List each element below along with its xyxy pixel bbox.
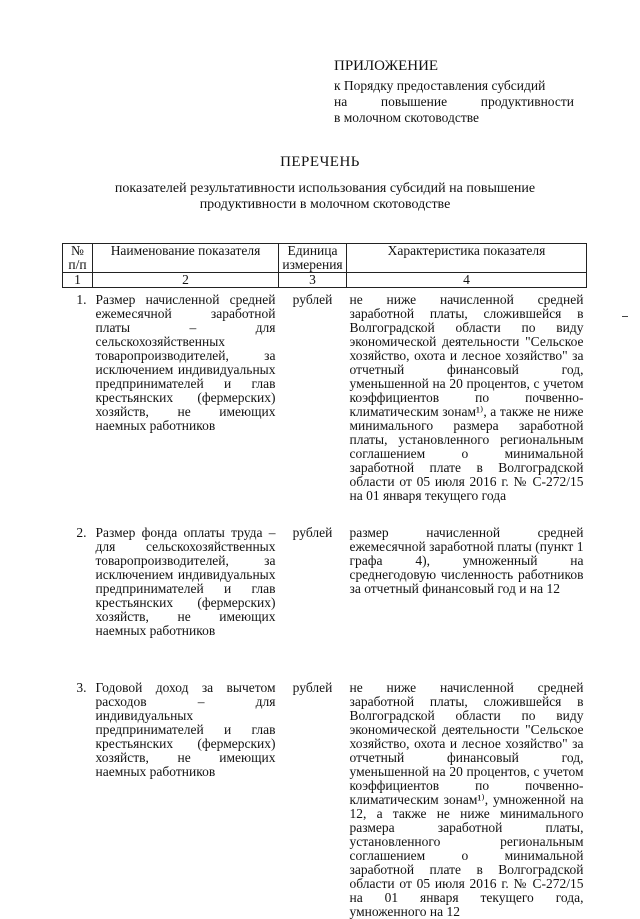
header-description: Характеристика показателя — [347, 244, 587, 273]
indicator-description: не ниже начисленной средней заработной платы, сложившейся в Волгоградской области по виду экономической деятельности "Сельское хозяйство, охота и лесное хозяйство" за отчетный финансовый год, уменьшенной на 20 процентов, с учетом коэффициентов по почвенно-климатическим зонам¹⁾, а также не ниже минимального размера заработной платы, установленного региональным соглашением о минимальной заработной плате в Волгоградской области от 05 июля 2016 г. № С-272/15 на 01 января текущего года — [349, 292, 584, 503]
document-subtitle: показателей результативности использования субсидий на повышение продуктивности в молочном скотоводстве — [114, 181, 536, 212]
row-number: 3. — [76, 680, 87, 695]
header-number: № п/п — [63, 244, 93, 273]
indicator-unit: рублей — [292, 525, 333, 540]
table-row — [63, 676, 587, 919]
margin-mark — [622, 316, 628, 317]
header-unit: Единица измерения — [279, 244, 347, 273]
row-number: 1. — [76, 292, 87, 307]
header-name: Наименование показателя — [93, 244, 279, 273]
column-numbers-row — [63, 273, 587, 288]
annex-header — [334, 58, 574, 126]
annex-line-2: на повышение продуктивности — [334, 94, 574, 109]
annex-title: ПРИЛОЖЕНИЕ — [334, 58, 439, 74]
table-header-row — [63, 244, 587, 273]
column-number: 1 — [63, 273, 93, 288]
column-number: 3 — [279, 273, 347, 288]
column-number: 4 — [347, 273, 587, 288]
indicator-name: Размер фонда оплаты труда – для сельскохозяйственных товаропроизводителей, за исключением индивидуальных предпринимателей и глав крестьянских (фермерских) хозяйств, не имеющих наемных работников — [95, 525, 276, 638]
indicator-name: Годовой доход за вычетом расходов – для индивидуальных предпринимателей и глав крестьянских (фермерских) хозяйств, не имеющих наемных работников — [95, 680, 276, 779]
indicator-description: размер начисленной средней ежемесячной заработной платы (пункт 1 графа 4), умноженный на среднегодовую численность работников за отчетный финансовый год и на 12 — [349, 525, 584, 596]
annex-line-1: к Порядку предоставления субсидий — [334, 78, 546, 93]
indicator-description: не ниже начисленной средней заработной платы, сложившейся в Волгоградской области по виду экономической деятельности "Сельское хозяйство, охота и лесное хозяйство" за отчетный финансовый год, уменьшенной на 20 процентов, с учетом коэффициентов по почвенно-климатическим зонам¹⁾, умноженной на 12, а также не ниже минимального размера заработной платы, установленного региональным соглашением о минимальной заработной плате в Волгоградской области от 05 июля 2016 г. № С-272/15 на 01 января текущего года, умноженного на 12 — [349, 680, 584, 919]
document-title: ПЕРЕЧЕНЬ — [280, 154, 360, 170]
indicator-unit: рублей — [292, 292, 333, 307]
indicator-name: Размер начисленной средней ежемесячной заработной платы – для сельскохозяйственных товаропроизводителей, за исключением индивидуальных предпринимателей и глав крестьянских (фермерских) хозяйств, не имеющих наемных работников — [95, 292, 276, 433]
table-row — [63, 288, 587, 504]
row-number: 2. — [76, 525, 87, 540]
column-number: 2 — [93, 273, 279, 288]
indicator-unit: рублей — [292, 680, 333, 695]
table-row — [63, 521, 587, 638]
indicators-table — [62, 243, 587, 919]
annex-line-3: в молочном скотоводстве — [334, 110, 480, 125]
